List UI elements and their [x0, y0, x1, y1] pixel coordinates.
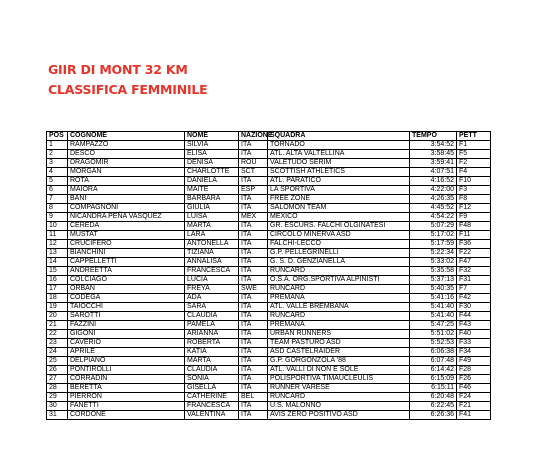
cell-tempo: 6:15:09	[410, 375, 457, 384]
cell-squadra: PREMANA	[268, 321, 410, 330]
cell-nazione: ITA	[239, 249, 268, 258]
cell-nazione: ITA	[239, 195, 268, 204]
cell-nome: LUCIA	[185, 276, 239, 285]
cell-tempo: 5:41:40	[410, 303, 457, 312]
cell-nazione: ITA	[239, 366, 268, 375]
cell-pett: F8	[457, 195, 491, 204]
cell-cognome: FANETTI	[68, 402, 185, 411]
cell-tempo: 6:22:45	[410, 402, 457, 411]
cell-nome: CLAUDIA	[185, 366, 239, 375]
cell-nome: PAMELA	[185, 321, 239, 330]
cell-pos: 14	[47, 258, 68, 267]
cell-pos: 20	[47, 312, 68, 321]
cell-nome: FRANCESCA	[185, 402, 239, 411]
table-row	[47, 393, 491, 402]
cell-cognome: CAVERIO	[68, 339, 185, 348]
cell-nome: FRANCESCA	[185, 267, 239, 276]
cell-pos: 24	[47, 348, 68, 357]
cell-nome: SONIA	[185, 375, 239, 384]
cell-squadra: CIRCOLO MINERVA ASD	[268, 231, 410, 240]
cell-pett: F34	[457, 348, 491, 357]
cell-tempo: 6:15:11	[410, 384, 457, 393]
cell-nome: LUISA	[185, 213, 239, 222]
cell-nazione: ITA	[239, 141, 268, 150]
cell-nome: DANIELA	[185, 177, 239, 186]
cell-cognome: TAIOCCHI	[68, 303, 185, 312]
cell-squadra: POLISPORTIVA TIMAUCLEULIS	[268, 375, 410, 384]
cell-pos: 12	[47, 240, 68, 249]
cell-pos: 28	[47, 384, 68, 393]
cell-pett: F2	[457, 159, 491, 168]
cell-cognome: DESCO	[68, 150, 185, 159]
cell-pett: F33	[457, 339, 491, 348]
cell-tempo: 6:20:48	[410, 393, 457, 402]
cell-cognome: ROTA	[68, 177, 185, 186]
cell-pett: F4	[457, 168, 491, 177]
table-row	[47, 303, 491, 312]
cell-pett: F28	[457, 366, 491, 375]
table-row	[47, 357, 491, 366]
cell-pett: F1	[457, 141, 491, 150]
cell-nome: CATHERINE	[185, 393, 239, 402]
cell-nazione: ITA	[239, 294, 268, 303]
cell-nazione: ITA	[239, 276, 268, 285]
cell-cognome: ORBAN	[68, 285, 185, 294]
cell-nome: MARTA	[185, 357, 239, 366]
cell-squadra: G.P. PELLEGRINELLI	[268, 249, 410, 258]
table-row	[47, 213, 491, 222]
cell-cognome: CAPPELLETTI	[68, 258, 185, 267]
cell-nazione: ITA	[239, 402, 268, 411]
cell-pos: 1	[47, 141, 68, 150]
table-row	[47, 411, 491, 420]
cell-nazione: ITA	[239, 204, 268, 213]
table-header-row	[47, 132, 491, 141]
cell-tempo: 4:26:35	[410, 195, 457, 204]
cell-squadra: LA SPORTIVA	[268, 186, 410, 195]
cell-pos: 17	[47, 285, 68, 294]
cell-pos: 29	[47, 393, 68, 402]
cell-cognome: MORGAN	[68, 168, 185, 177]
cell-pett: F26	[457, 375, 491, 384]
cell-tempo: 5:07:29	[410, 222, 457, 231]
table-row	[47, 375, 491, 384]
cell-cognome: SAROTTI	[68, 312, 185, 321]
cell-pett: F24	[457, 393, 491, 402]
cell-tempo: 5:47:25	[410, 321, 457, 330]
results-table	[46, 131, 491, 420]
cell-squadra: MEXICO	[268, 213, 410, 222]
table-row	[47, 402, 491, 411]
cell-squadra: ATL. PARATICO	[268, 177, 410, 186]
cell-tempo: 3:54:52	[410, 141, 457, 150]
cell-nazione: ITA	[239, 321, 268, 330]
cell-tempo: 5:22:34	[410, 249, 457, 258]
cell-pos: 21	[47, 321, 68, 330]
cell-cognome: MAIORA	[68, 186, 185, 195]
cell-tempo: 5:51:02	[410, 330, 457, 339]
cell-tempo: 5:17:02	[410, 231, 457, 240]
cell-nazione: ITA	[239, 177, 268, 186]
results-body	[47, 141, 491, 420]
cell-nome: ROBERTA	[185, 339, 239, 348]
cell-squadra: TEAM PASTURO ASD	[268, 339, 410, 348]
cell-pos: 4	[47, 168, 68, 177]
classification-title: CLASSIFICA FEMMINILE	[48, 82, 208, 97]
cell-pett: F30	[457, 303, 491, 312]
cell-squadra: TORNADO	[268, 141, 410, 150]
cell-nome: ANTONELLA	[185, 240, 239, 249]
cell-pett: F3	[457, 186, 491, 195]
cell-pett: F40	[457, 330, 491, 339]
cell-tempo: 5:41:16	[410, 294, 457, 303]
cell-squadra: FREE ZONE	[268, 195, 410, 204]
cell-tempo: 3:59:41	[410, 159, 457, 168]
cell-squadra: ATL. VALLI DI NON E SOLE	[268, 366, 410, 375]
cell-cognome: CRUCIFERO	[68, 240, 185, 249]
header-pos: POS	[47, 132, 68, 141]
cell-pos: 7	[47, 195, 68, 204]
cell-pos: 31	[47, 411, 68, 420]
cell-squadra: U.S. MALONNO	[268, 402, 410, 411]
table-row	[47, 366, 491, 375]
cell-cognome: COMPAGNONI	[68, 204, 185, 213]
cell-pett: F44	[457, 312, 491, 321]
cell-pett: F22	[457, 249, 491, 258]
cell-pett: F36	[457, 240, 491, 249]
cell-tempo: 4:16:52	[410, 177, 457, 186]
cell-squadra: ATL. ALTA VALTELLINA	[268, 150, 410, 159]
cell-nazione: ITA	[239, 357, 268, 366]
cell-cognome: DRAGOMIR	[68, 159, 185, 168]
cell-cognome: GIGONI	[68, 330, 185, 339]
cell-pos: 30	[47, 402, 68, 411]
cell-squadra: GR. ESCURS. FALCHI OLGINATESI	[268, 222, 410, 231]
cell-nome: FREYA	[185, 285, 239, 294]
cell-nome: GISELLA	[185, 384, 239, 393]
cell-pos: 13	[47, 249, 68, 258]
header-squadra: SQUADRA	[268, 132, 410, 141]
cell-cognome: FAZZINI	[68, 321, 185, 330]
cell-tempo: 5:52:53	[410, 339, 457, 348]
cell-tempo: 4:54:22	[410, 213, 457, 222]
cell-squadra: RUNCARD	[268, 393, 410, 402]
cell-nome: MAITE	[185, 186, 239, 195]
cell-pos: 15	[47, 267, 68, 276]
cell-nazione: ITA	[239, 231, 268, 240]
cell-squadra: G.P. GORGONZOLA '88	[268, 357, 410, 366]
cell-nazione: ITA	[239, 240, 268, 249]
document-title	[48, 60, 208, 100]
cell-pos: 11	[47, 231, 68, 240]
cell-tempo: 6:06:38	[410, 348, 457, 357]
cell-tempo: 6:26:36	[410, 411, 457, 420]
table-row	[47, 339, 491, 348]
cell-tempo: 4:45:52	[410, 204, 457, 213]
table-row	[47, 159, 491, 168]
table-row	[47, 204, 491, 213]
cell-nome: TIZIANA	[185, 249, 239, 258]
cell-nazione: ITA	[239, 339, 268, 348]
cell-pett: F12	[457, 204, 491, 213]
cell-squadra: RUNNER VARESE	[268, 384, 410, 393]
cell-nome: VALENTINA	[185, 411, 239, 420]
cell-nazione: ITA	[239, 330, 268, 339]
cell-squadra: G. S. D. GENZIANELLA	[268, 258, 410, 267]
cell-squadra: RUNCARD	[268, 285, 410, 294]
cell-nazione: MEX	[239, 213, 268, 222]
cell-tempo: 3:58:45	[410, 150, 457, 159]
cell-cognome: BERETTA	[68, 384, 185, 393]
table-row	[47, 321, 491, 330]
cell-pos: 27	[47, 375, 68, 384]
table-row	[47, 276, 491, 285]
cell-tempo: 4:22:00	[410, 186, 457, 195]
cell-nazione: ITA	[239, 303, 268, 312]
cell-pett: F49	[457, 357, 491, 366]
table-row	[47, 384, 491, 393]
cell-nazione: ROU	[239, 159, 268, 168]
cell-nazione: ITA	[239, 384, 268, 393]
table-row	[47, 249, 491, 258]
cell-cognome: PIERRON	[68, 393, 185, 402]
cell-squadra: RUNCARD	[268, 312, 410, 321]
cell-nome: LARA	[185, 231, 239, 240]
cell-pett: F46	[457, 384, 491, 393]
cell-cognome: BANI	[68, 195, 185, 204]
cell-pett: F41	[457, 411, 491, 420]
cell-nome: ARIANNA	[185, 330, 239, 339]
cell-nazione: ITA	[239, 267, 268, 276]
cell-nazione: SCT	[239, 168, 268, 177]
cell-squadra: O.S.A. ORG.SPORTIVA ALPINISTI	[268, 276, 410, 285]
cell-cognome: BIANCHINI	[68, 249, 185, 258]
table-row	[47, 231, 491, 240]
cell-squadra: PREMANA	[268, 294, 410, 303]
cell-tempo: 5:41:40	[410, 312, 457, 321]
table-row	[47, 267, 491, 276]
cell-pos: 8	[47, 204, 68, 213]
table-row	[47, 258, 491, 267]
cell-pett: F5	[457, 150, 491, 159]
cell-nome: ANNALISA	[185, 258, 239, 267]
cell-cognome: PONTIROLLI	[68, 366, 185, 375]
cell-cognome: COLCIAGO	[68, 276, 185, 285]
cell-pett: F7	[457, 285, 491, 294]
cell-pett: F11	[457, 231, 491, 240]
cell-squadra: SCOTTISH ATHLETICS	[268, 168, 410, 177]
cell-nome: ELISA	[185, 150, 239, 159]
cell-nome: GIULIA	[185, 204, 239, 213]
cell-pos: 16	[47, 276, 68, 285]
cell-squadra: URBAN RUNNERS	[268, 330, 410, 339]
table-row	[47, 222, 491, 231]
cell-squadra: ASD CASTELRAIDER	[268, 348, 410, 357]
cell-pos: 23	[47, 339, 68, 348]
cell-pett: F31	[457, 276, 491, 285]
cell-pett: F43	[457, 321, 491, 330]
header-nazione: NAZIONE	[239, 132, 268, 141]
cell-cognome: CEREDA	[68, 222, 185, 231]
cell-pos: 19	[47, 303, 68, 312]
header-nome: NOME	[185, 132, 239, 141]
cell-pos: 18	[47, 294, 68, 303]
table-row	[47, 195, 491, 204]
cell-cognome: NICANDRA PEÑA VASQUEZ	[68, 213, 185, 222]
cell-nome: MARTA	[185, 222, 239, 231]
table-row	[47, 186, 491, 195]
cell-tempo: 4:07:51	[410, 168, 457, 177]
cell-squadra: ATL. VALLE BREMBANA	[268, 303, 410, 312]
table-row	[47, 312, 491, 321]
cell-nome: DENISA	[185, 159, 239, 168]
cell-tempo: 6:14:42	[410, 366, 457, 375]
cell-tempo: 5:17:59	[410, 240, 457, 249]
header-tempo: TEMPO	[410, 132, 457, 141]
cell-pett: F42	[457, 294, 491, 303]
cell-nazione: ESP	[239, 186, 268, 195]
cell-cognome: CODEGA	[68, 294, 185, 303]
cell-cognome: APRILE	[68, 348, 185, 357]
table-row	[47, 168, 491, 177]
table-row	[47, 330, 491, 339]
table-row	[47, 240, 491, 249]
cell-cognome: CORRADIN	[68, 375, 185, 384]
header-pett: PETT	[457, 132, 491, 141]
cell-pos: 3	[47, 159, 68, 168]
cell-squadra: VALETUDO SERIM	[268, 159, 410, 168]
cell-pos: 22	[47, 330, 68, 339]
cell-cognome: DELPIANO	[68, 357, 185, 366]
cell-nazione: ITA	[239, 258, 268, 267]
cell-nazione: ITA	[239, 222, 268, 231]
cell-pos: 5	[47, 177, 68, 186]
cell-tempo: 5:37:13	[410, 276, 457, 285]
cell-cognome: MUSTAT	[68, 231, 185, 240]
cell-pos: 10	[47, 222, 68, 231]
cell-nazione: ITA	[239, 150, 268, 159]
cell-cognome: CORDONE	[68, 411, 185, 420]
race-title: GIIR DI MONT 32 KM	[48, 62, 188, 77]
cell-nome: CLAUDIA	[185, 312, 239, 321]
table-row	[47, 150, 491, 159]
cell-tempo: 5:35:58	[410, 267, 457, 276]
cell-nome: KATIA	[185, 348, 239, 357]
cell-tempo: 5:40:35	[410, 285, 457, 294]
cell-nome: BARBARA	[185, 195, 239, 204]
cell-tempo: 5:33:02	[410, 258, 457, 267]
cell-nome: SILVIA	[185, 141, 239, 150]
cell-pos: 26	[47, 366, 68, 375]
table-row	[47, 141, 491, 150]
cell-nome: ADA	[185, 294, 239, 303]
cell-pett: F10	[457, 177, 491, 186]
cell-squadra: RUNCARD	[268, 267, 410, 276]
cell-cognome: RAMPAZZO	[68, 141, 185, 150]
cell-nazione: SWE	[239, 285, 268, 294]
cell-pos: 9	[47, 213, 68, 222]
cell-nazione: ITA	[239, 375, 268, 384]
table-row	[47, 285, 491, 294]
cell-nome: SARA	[185, 303, 239, 312]
cell-squadra: SALOMON TEAM	[268, 204, 410, 213]
cell-pett: F48	[457, 222, 491, 231]
header-cognome: COGNOME	[68, 132, 185, 141]
cell-pett: F21	[457, 402, 491, 411]
table-row	[47, 348, 491, 357]
cell-squadra: FALCHI-LECCO	[268, 240, 410, 249]
cell-nazione: ITA	[239, 348, 268, 357]
cell-squadra: AVIS ZERO POSITIVO ASD	[268, 411, 410, 420]
table-row	[47, 294, 491, 303]
cell-pos: 25	[47, 357, 68, 366]
cell-pos: 6	[47, 186, 68, 195]
cell-pett: F32	[457, 267, 491, 276]
cell-nazione: ITA	[239, 312, 268, 321]
cell-nazione: ITA	[239, 411, 268, 420]
cell-tempo: 6:07:48	[410, 357, 457, 366]
cell-pett: F9	[457, 213, 491, 222]
table-row	[47, 177, 491, 186]
cell-pett: F47	[457, 258, 491, 267]
cell-cognome: ANDREETTA	[68, 267, 185, 276]
cell-pos: 2	[47, 150, 68, 159]
cell-nome: CHARLOTTE	[185, 168, 239, 177]
cell-nazione: BEL	[239, 393, 268, 402]
